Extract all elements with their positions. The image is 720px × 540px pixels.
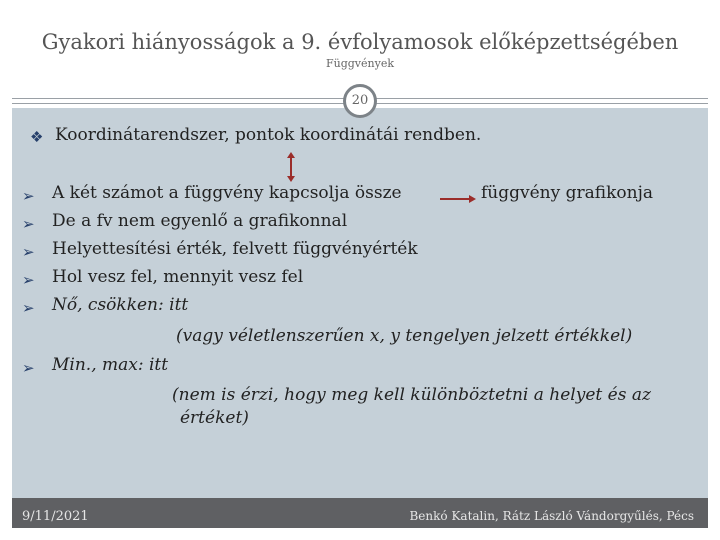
right-arrow-icon	[440, 193, 476, 205]
bullet-item-2: De a fv nem egyenlő a grafikonnal	[52, 211, 348, 231]
arrow-bullet-icon: ➢	[22, 299, 35, 317]
arrow-bullet-icon: ➢	[22, 215, 35, 233]
bullet-item-4: Hol vesz fel, mennyit vesz fel	[52, 267, 304, 287]
footer-author: Benkó Katalin, Rátz László Vándorgyűlés, Pécs	[409, 509, 694, 523]
bullet-note-1: (vagy véletlenszerűen x, y tengelyen jelzett értékkel)	[176, 326, 633, 346]
bullet-item-6: Min., max: itt	[52, 355, 169, 375]
bullet-item-1: A két számot a függvény kapcsolja össze	[52, 183, 402, 203]
double-arrow-icon	[284, 152, 298, 182]
main-bullet-text: Koordinátarendszer, pontok koordinátái rendben.	[55, 125, 482, 145]
slide-title: Gyakori hiányosságok a 9. évfolyamosok előképzettségében	[41, 30, 679, 54]
arrow-bullet-icon: ➢	[22, 359, 35, 377]
bullet-item-5: Nő, csökken: itt	[52, 295, 189, 315]
bullet-item-3: Helyettesítési érték, felvett függvényérték	[52, 239, 418, 259]
slide-subtitle: Függvények	[326, 57, 394, 70]
bullet-item-1-tail: függvény grafikonja	[481, 183, 654, 203]
bullet-note-2-line-2: értéket)	[180, 408, 249, 428]
arrow-bullet-icon: ➢	[22, 271, 35, 289]
arrow-bullet-icon: ➢	[22, 243, 35, 261]
arrow-bullet-icon: ➢	[22, 187, 35, 205]
diamond-bullet-icon: ❖	[30, 128, 44, 146]
bullet-note-2-line-1: (nem is érzi, hogy meg kell különböztetni a helyet és az	[172, 385, 651, 405]
footer-date: 9/11/2021	[22, 509, 89, 524]
page-number-badge: 20	[343, 84, 377, 118]
